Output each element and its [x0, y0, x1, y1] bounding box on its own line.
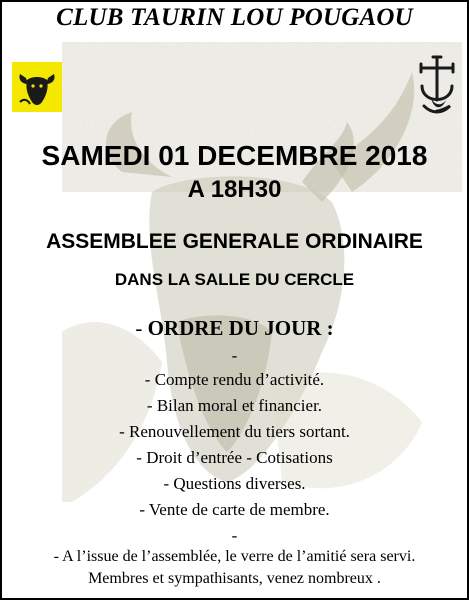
- agenda-item: - Bilan moral et financier.: [146, 396, 323, 415]
- event-time: A 18H30: [187, 176, 282, 203]
- event-venue: DANS LA SALLE DU CERCLE: [114, 270, 355, 289]
- agenda-item: - Droit d’entrée - Cotisations: [136, 448, 333, 467]
- agenda-title: [2, 316, 467, 341]
- agenda-title-text: ORDRE DU JOUR :: [147, 316, 334, 340]
- event-title: ASSEMBLEE GENERALE ORDINAIRE: [46, 230, 423, 253]
- agenda-separator-bottom: -: [231, 526, 238, 545]
- agenda-item: - Vente de carte de membre.: [139, 500, 330, 519]
- footer-line-2: Membres et sympathisants, venez nombreux .: [88, 570, 381, 587]
- footer-line-1: - A l’issue de l’assemblée, le verre de l’amitié sera servi.: [53, 548, 416, 565]
- club-name: CLUB TAURIN LOU POUGAOU: [56, 4, 413, 31]
- agenda-item: - Renouvellement du tiers sortant.: [119, 422, 350, 441]
- agenda-item: - Questions diverses.: [163, 474, 306, 493]
- bull-head-icon: [12, 62, 62, 112]
- event-date: SAMEDI 01 DECEMBRE 2018: [41, 140, 428, 171]
- agenda-title-prefix: -: [135, 316, 148, 340]
- agenda-separator-top: -: [231, 346, 238, 365]
- agenda-item: - Compte rendu d’activité.: [144, 370, 325, 389]
- camargue-cross-icon: [412, 54, 462, 116]
